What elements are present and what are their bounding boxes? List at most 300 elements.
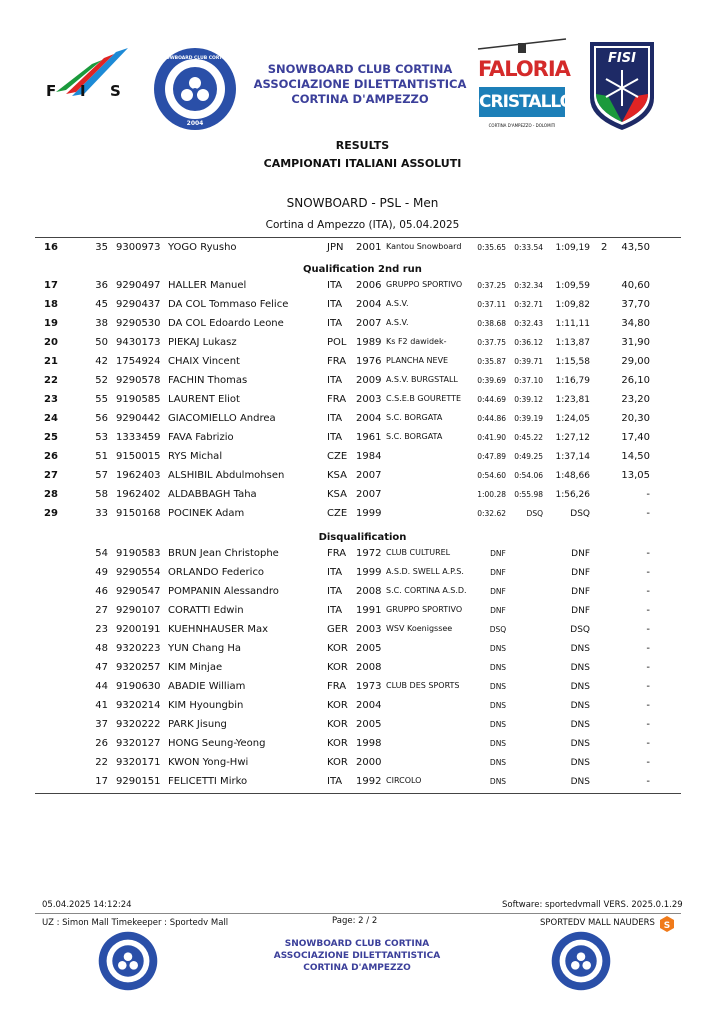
run2-time: 0:36.12 bbox=[514, 338, 543, 347]
points: 17,40 bbox=[621, 432, 650, 443]
club: WSV Koenigssee bbox=[386, 624, 453, 633]
footer-divider bbox=[35, 913, 681, 914]
table-row bbox=[0, 240, 725, 256]
run1-time: 0:37.75 bbox=[477, 338, 506, 347]
run2-time: 0:33.54 bbox=[514, 243, 543, 252]
athlete-name: DA COL Edoardo Leone bbox=[168, 318, 284, 329]
fis-code: 9290547 bbox=[116, 586, 161, 597]
run2-time: 0:32.43 bbox=[514, 319, 543, 328]
club-name-footer-line3: CORTINA D'AMPEZZO bbox=[303, 963, 411, 973]
nation: CZE bbox=[327, 508, 348, 519]
rank: 16 bbox=[44, 242, 58, 253]
fis-code: 9200191 bbox=[116, 624, 161, 635]
points: - bbox=[646, 738, 650, 749]
run1-time: 0:38.68 bbox=[477, 319, 506, 328]
table-row bbox=[0, 584, 725, 600]
run2-time: 0:32.71 bbox=[514, 300, 543, 309]
athlete-name: ALSHIBIL Abdulmohsen bbox=[168, 470, 285, 481]
fis-code: 9290107 bbox=[116, 605, 161, 616]
athlete-name: YUN Chang Ha bbox=[168, 643, 242, 654]
fis-code: 9150015 bbox=[116, 451, 161, 462]
run1-time: 0:32.62 bbox=[477, 509, 506, 518]
bib: 46 bbox=[95, 586, 108, 597]
points: 14,50 bbox=[621, 451, 650, 462]
total-time: DNS bbox=[570, 701, 590, 711]
total-time: DNF bbox=[571, 549, 590, 559]
nation: ITA bbox=[327, 280, 343, 291]
nation: JPN bbox=[327, 242, 344, 253]
run2-time: 0:39.12 bbox=[514, 395, 543, 404]
nation: KSA bbox=[327, 489, 347, 500]
club: CLUB DES SPORTS bbox=[386, 681, 460, 690]
points: - bbox=[646, 567, 650, 578]
fis-letter-f: F bbox=[46, 82, 57, 100]
points: 31,90 bbox=[621, 337, 650, 348]
birth-year: 1999 bbox=[356, 508, 382, 519]
athlete-name: KUEHNHAUSER Max bbox=[168, 624, 269, 635]
birth-year: 2005 bbox=[356, 643, 382, 654]
athlete-name: LAURENT Eliot bbox=[168, 394, 240, 405]
bib: 47 bbox=[95, 662, 108, 673]
birth-year: 1973 bbox=[356, 681, 382, 692]
place-date: Cortina d Ampezzo (ITA), 05.04.2025 bbox=[265, 219, 460, 231]
club-name-footer-line1: SNOWBOARD CLUB CORTINA bbox=[284, 939, 430, 949]
fis-code: 9320257 bbox=[116, 662, 161, 673]
bib: 51 bbox=[95, 451, 108, 462]
club: A.S.D. SWELL A.P.S. bbox=[386, 567, 464, 576]
sportedv-logo bbox=[659, 916, 675, 932]
athlete-name: DA COL Tommaso Felice bbox=[168, 299, 289, 310]
results-heading: RESULTS bbox=[335, 139, 390, 152]
points: 26,10 bbox=[621, 375, 650, 386]
rank: 26 bbox=[44, 451, 58, 462]
bib: 41 bbox=[95, 700, 108, 711]
points: - bbox=[646, 624, 650, 635]
club: GRUPPO SPORTIVO bbox=[386, 280, 463, 289]
club-name-line2: ASSOCIAZIONE DILETTANTISTICA bbox=[253, 77, 467, 91]
rank: 23 bbox=[44, 394, 58, 405]
nation: ITA bbox=[327, 413, 343, 424]
birth-year: 2003 bbox=[356, 624, 382, 635]
points: - bbox=[646, 700, 650, 711]
nation: FRA bbox=[327, 681, 347, 692]
nation: ITA bbox=[327, 586, 343, 597]
rank: 24 bbox=[44, 413, 58, 424]
table-row bbox=[0, 660, 725, 676]
club: GRUPPO SPORTIVO bbox=[386, 605, 463, 614]
table-row bbox=[0, 487, 725, 503]
fis-code: 9290442 bbox=[116, 413, 161, 424]
heat-rank: 2 bbox=[601, 242, 608, 253]
club: S.C. BORGATA bbox=[386, 413, 443, 422]
table-row bbox=[0, 278, 725, 294]
bib: 44 bbox=[95, 681, 108, 692]
bib: 35 bbox=[95, 242, 108, 253]
fis-code: 1754924 bbox=[116, 356, 161, 367]
officials: UZ : Simon Mall Timekeeper : Sportedv Mall bbox=[42, 918, 229, 928]
bib: 56 bbox=[95, 413, 108, 424]
points: 37,70 bbox=[621, 299, 650, 310]
table-row bbox=[0, 354, 725, 370]
run1-status: DNF bbox=[490, 549, 506, 558]
page-number: Page: 2 / 2 bbox=[332, 916, 378, 926]
bib: 48 bbox=[95, 643, 108, 654]
total-time: DNS bbox=[570, 682, 590, 692]
table-row bbox=[0, 373, 725, 389]
faloria-word: FALORIA bbox=[478, 57, 570, 81]
points: 23,20 bbox=[621, 394, 650, 405]
rank: 29 bbox=[44, 508, 58, 519]
table-row bbox=[0, 392, 725, 408]
run1-status: DNF bbox=[490, 568, 506, 577]
nation: CZE bbox=[327, 451, 348, 462]
birth-year: 2007 bbox=[356, 318, 382, 329]
fis-code: 9290437 bbox=[116, 299, 161, 310]
birth-year: 2007 bbox=[356, 470, 382, 481]
athlete-name: ABADIE William bbox=[168, 681, 246, 692]
divider-bottom bbox=[35, 793, 681, 794]
club: Kantou Snowboard bbox=[386, 242, 462, 251]
birth-year: 1984 bbox=[356, 451, 382, 462]
total-time: 1:23,81 bbox=[555, 395, 590, 405]
nation: POL bbox=[327, 337, 347, 348]
print-timestamp: 05.04.2025 14:12:24 bbox=[42, 900, 132, 910]
birth-year: 2004 bbox=[356, 299, 382, 310]
table-row bbox=[0, 335, 725, 351]
total-time: 1:24,05 bbox=[555, 414, 590, 424]
table-row bbox=[0, 449, 725, 465]
birth-year: 1989 bbox=[356, 337, 382, 348]
run2-time: 0:54.06 bbox=[514, 471, 543, 480]
table-row bbox=[0, 316, 725, 332]
athlete-name: KIM Hyoungbin bbox=[168, 700, 244, 711]
nation: FRA bbox=[327, 394, 347, 405]
fis-letter-i: I bbox=[80, 82, 86, 100]
total-time: 1:37,14 bbox=[555, 452, 590, 462]
table-row bbox=[0, 468, 725, 484]
run2-time: 0:49.25 bbox=[514, 452, 543, 461]
run1-time: 0:44.69 bbox=[477, 395, 506, 404]
points: 13,05 bbox=[621, 470, 650, 481]
athlete-name: PARK Jisung bbox=[168, 719, 227, 730]
bib: 45 bbox=[95, 299, 108, 310]
athlete-name: HONG Seung-Yeong bbox=[168, 738, 266, 749]
athlete-name: FELICETTI Mirko bbox=[168, 776, 248, 787]
athlete-name: KIM Minjae bbox=[168, 662, 223, 673]
svg-text:S: S bbox=[663, 921, 671, 931]
athlete-name: FACHIN Thomas bbox=[168, 375, 248, 386]
timing-company: SPORTEDV MALL NAUDERS bbox=[540, 918, 655, 928]
table-row bbox=[0, 717, 725, 733]
athlete-name: YOGO Ryusho bbox=[168, 242, 237, 253]
club: S.C. CORTINA A.S.D. bbox=[386, 586, 467, 595]
table-row bbox=[0, 698, 725, 714]
points: 29,00 bbox=[621, 356, 650, 367]
nation: KOR bbox=[327, 738, 348, 749]
software-version: Software: sportedvmall VERS. 2025.0.1.29 bbox=[502, 900, 683, 910]
birth-year: 2004 bbox=[356, 700, 382, 711]
bib: 54 bbox=[95, 548, 108, 559]
fis-code: 9190585 bbox=[116, 394, 161, 405]
athlete-name: CHAIX Vincent bbox=[168, 356, 240, 367]
run1-status: DNS bbox=[489, 777, 507, 786]
birth-year: 2001 bbox=[356, 242, 382, 253]
club: A.S.V. bbox=[386, 318, 409, 327]
rank: 25 bbox=[44, 432, 58, 443]
rank: 20 bbox=[44, 337, 58, 348]
fis-logo bbox=[44, 44, 132, 102]
divider-top bbox=[35, 237, 681, 238]
faloria-subtitle: CORTINA D'AMPEZZO - DOLOMITI bbox=[488, 123, 556, 128]
total-time: 1:09,19 bbox=[555, 243, 590, 253]
table-row bbox=[0, 430, 725, 446]
nation: ITA bbox=[327, 605, 343, 616]
bib: 26 bbox=[95, 738, 108, 749]
fis-code: 1333459 bbox=[116, 432, 161, 443]
fis-code: 9430173 bbox=[116, 337, 161, 348]
athlete-name: PIEKAJ Lukasz bbox=[168, 337, 237, 348]
fis-code: 1962403 bbox=[116, 470, 161, 481]
athlete-name: KWON Yong-Hwi bbox=[168, 757, 249, 768]
fis-code: 9290530 bbox=[116, 318, 161, 329]
table-row bbox=[0, 774, 725, 790]
section-qualification-2nd-run: Qualification 2nd run bbox=[303, 264, 422, 275]
run1-status: DSQ bbox=[489, 625, 507, 634]
points: - bbox=[646, 776, 650, 787]
points: - bbox=[646, 643, 650, 654]
birth-year: 1998 bbox=[356, 738, 382, 749]
club-seal-year: 2004 bbox=[186, 120, 204, 127]
athlete-name: BRUN Jean Christophe bbox=[168, 548, 279, 559]
birth-year: 1999 bbox=[356, 567, 382, 578]
run2-time: 0:37.10 bbox=[514, 376, 543, 385]
run1-status: DNS bbox=[489, 663, 507, 672]
fis-code: 9290151 bbox=[116, 776, 161, 787]
run1-time: 0:41.90 bbox=[477, 433, 506, 442]
run1-time: 0:44.86 bbox=[477, 414, 506, 423]
fis-code: 9190583 bbox=[116, 548, 161, 559]
total-time: 1:27,12 bbox=[555, 433, 590, 443]
table-row bbox=[0, 736, 725, 752]
athlete-name: FAVA Fabrizio bbox=[168, 432, 234, 443]
nation: ITA bbox=[327, 299, 343, 310]
total-time: DNS bbox=[570, 720, 590, 730]
table-row bbox=[0, 506, 725, 522]
fis-code: 9320127 bbox=[116, 738, 161, 749]
bib: 27 bbox=[95, 605, 108, 616]
club-name-footer bbox=[262, 938, 452, 974]
athlete-name: POCINEK Adam bbox=[168, 508, 245, 519]
points: 40,60 bbox=[621, 280, 650, 291]
bib: 37 bbox=[95, 719, 108, 730]
birth-year: 2008 bbox=[356, 586, 382, 597]
fis-code: 9290578 bbox=[116, 375, 161, 386]
total-time: DSQ bbox=[570, 509, 590, 519]
rank: 28 bbox=[44, 489, 58, 500]
points: - bbox=[646, 586, 650, 597]
club: C.S.E.B GOURETTE bbox=[386, 394, 462, 403]
bib: 58 bbox=[95, 489, 108, 500]
nation: KOR bbox=[327, 643, 348, 654]
bib: 52 bbox=[95, 375, 108, 386]
birth-year: 1972 bbox=[356, 548, 382, 559]
total-time: 1:15,58 bbox=[555, 357, 590, 367]
birth-year: 1976 bbox=[356, 356, 382, 367]
total-time: 1:16,79 bbox=[555, 376, 590, 386]
fis-code: 9150168 bbox=[116, 508, 161, 519]
club: CIRCOLO bbox=[386, 776, 422, 785]
table-row bbox=[0, 546, 725, 562]
points: - bbox=[646, 508, 650, 519]
total-time: DNS bbox=[570, 644, 590, 654]
birth-year: 2000 bbox=[356, 757, 382, 768]
fis-code: 9320222 bbox=[116, 719, 161, 730]
total-time: DNF bbox=[571, 568, 590, 578]
total-time: 1:48,66 bbox=[555, 471, 590, 481]
birth-year: 2005 bbox=[356, 719, 382, 730]
points: - bbox=[646, 681, 650, 692]
club-seal-text: SNOWBOARD CLUB CORTINA bbox=[158, 56, 232, 61]
points: - bbox=[646, 489, 650, 500]
fisi-logo bbox=[582, 38, 662, 132]
bib: 42 bbox=[95, 356, 108, 367]
event-name: SNOWBOARD - PSL - Men bbox=[286, 196, 439, 210]
athlete-name: ALDABBAGH Taha bbox=[168, 489, 257, 500]
table-row bbox=[0, 297, 725, 313]
fis-code: 9300973 bbox=[116, 242, 161, 253]
total-time: DNF bbox=[571, 606, 590, 616]
bib: 53 bbox=[95, 432, 108, 443]
birth-year: 2008 bbox=[356, 662, 382, 673]
run1-time: 0:37.25 bbox=[477, 281, 506, 290]
athlete-name: POMPANIN Alessandro bbox=[168, 586, 279, 597]
club: CLUB CULTUREL bbox=[386, 548, 451, 557]
athlete-name: CORATTI Edwin bbox=[168, 605, 244, 616]
run1-status: DNF bbox=[490, 606, 506, 615]
table-row bbox=[0, 679, 725, 695]
points: - bbox=[646, 548, 650, 559]
nation: FRA bbox=[327, 356, 347, 367]
bib: 23 bbox=[95, 624, 108, 635]
points: 20,30 bbox=[621, 413, 650, 424]
rank: 27 bbox=[44, 470, 58, 481]
run2-time: DSQ bbox=[526, 509, 543, 518]
nation: ITA bbox=[327, 776, 343, 787]
fis-letter-s: S bbox=[110, 82, 121, 100]
run2-time: 0:39.19 bbox=[514, 414, 543, 423]
athlete-name: RYS Michal bbox=[168, 451, 223, 462]
section-disqualification: Disqualification bbox=[318, 532, 407, 543]
birth-year: 1992 bbox=[356, 776, 382, 787]
run1-status: DNS bbox=[489, 701, 507, 710]
club-name-footer-line2: ASSOCIAZIONE DILETTANTISTICA bbox=[273, 951, 441, 961]
nation: ITA bbox=[327, 375, 343, 386]
run1-status: DNS bbox=[489, 758, 507, 767]
club-name-line1: SNOWBOARD CLUB CORTINA bbox=[267, 62, 453, 76]
bib: 17 bbox=[95, 776, 108, 787]
athlete-name: ORLANDO Federico bbox=[168, 567, 265, 578]
club: A.S.V. BURGSTALL bbox=[386, 375, 458, 384]
fis-code: 9320223 bbox=[116, 643, 161, 654]
club-seal-bottom-left bbox=[98, 931, 158, 991]
bib: 22 bbox=[95, 757, 108, 768]
birth-year: 2009 bbox=[356, 375, 382, 386]
run1-time: 0:54.60 bbox=[477, 471, 506, 480]
fis-code: 9320214 bbox=[116, 700, 161, 711]
fis-code: 9320171 bbox=[116, 757, 161, 768]
run1-time: 0:35.65 bbox=[477, 243, 506, 252]
nation: GER bbox=[327, 624, 349, 635]
total-time: DSQ bbox=[570, 625, 590, 635]
club-seal-top bbox=[153, 47, 237, 131]
run2-time: 0:39.71 bbox=[514, 357, 543, 366]
athlete-name: GIACOMIELLO Andrea bbox=[168, 413, 276, 424]
points: 43,50 bbox=[621, 242, 650, 253]
total-time: 1:56,26 bbox=[555, 490, 590, 500]
points: - bbox=[646, 719, 650, 730]
nation: FRA bbox=[327, 548, 347, 559]
run2-time: 0:32.34 bbox=[514, 281, 543, 290]
total-time: DNS bbox=[570, 739, 590, 749]
total-time: 1:11,11 bbox=[555, 319, 590, 329]
table-row bbox=[0, 641, 725, 657]
total-time: DNS bbox=[570, 777, 590, 787]
bib: 38 bbox=[95, 318, 108, 329]
bib: 55 bbox=[95, 394, 108, 405]
club: A.S.V. bbox=[386, 299, 409, 308]
rank: 19 bbox=[44, 318, 58, 329]
birth-year: 2003 bbox=[356, 394, 382, 405]
club-name-line3: CORTINA D'AMPEZZO bbox=[291, 92, 429, 106]
rank: 22 bbox=[44, 375, 58, 386]
run1-status: DNS bbox=[489, 644, 507, 653]
table-row bbox=[0, 411, 725, 427]
nation: KOR bbox=[327, 719, 348, 730]
run2-time: 0:55.98 bbox=[514, 490, 543, 499]
total-time: DNS bbox=[570, 663, 590, 673]
bib: 50 bbox=[95, 337, 108, 348]
run1-time: 0:35.87 bbox=[477, 357, 506, 366]
fis-code: 1962402 bbox=[116, 489, 161, 500]
total-time: 1:13,87 bbox=[555, 338, 590, 348]
rank: 18 bbox=[44, 299, 58, 310]
club-seal-bottom-right bbox=[551, 931, 611, 991]
rank: 17 bbox=[44, 280, 58, 291]
bib: 49 bbox=[95, 567, 108, 578]
bib: 33 bbox=[95, 508, 108, 519]
birth-year: 2007 bbox=[356, 489, 382, 500]
run1-time: 0:37.11 bbox=[477, 300, 506, 309]
nation: KSA bbox=[327, 470, 347, 481]
total-time: 1:09,82 bbox=[555, 300, 590, 310]
run1-time: 0:47.89 bbox=[477, 452, 506, 461]
points: - bbox=[646, 757, 650, 768]
bib: 57 bbox=[95, 470, 108, 481]
fis-code: 9290554 bbox=[116, 567, 161, 578]
club-name-block bbox=[240, 62, 480, 107]
points: - bbox=[646, 605, 650, 616]
club: S.C. BORGATA bbox=[386, 432, 443, 441]
birth-year: 1991 bbox=[356, 605, 382, 616]
nation: KOR bbox=[327, 662, 348, 673]
fis-code: 9190630 bbox=[116, 681, 161, 692]
points: - bbox=[646, 662, 650, 673]
athlete-name: HALLER Manuel bbox=[168, 280, 247, 291]
run1-status: DNF bbox=[490, 587, 506, 596]
table-row bbox=[0, 622, 725, 638]
run1-time: 1:00.28 bbox=[477, 490, 506, 499]
nation: ITA bbox=[327, 432, 343, 443]
